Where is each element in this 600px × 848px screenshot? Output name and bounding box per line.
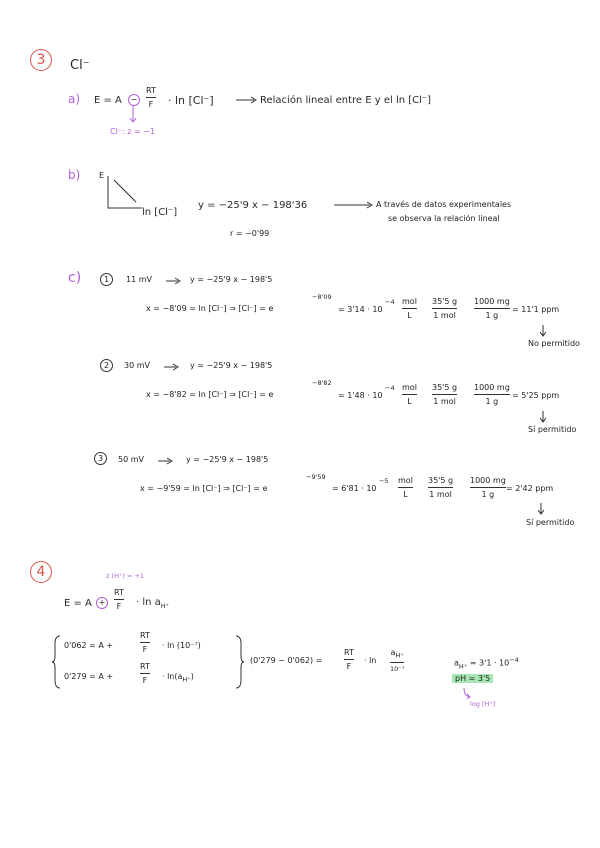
case-3-exponent: −9'59: [306, 473, 326, 481]
arrow-down-icon: [540, 411, 546, 424]
arrow-right-icon: [334, 201, 374, 209]
right-brace: [234, 634, 244, 690]
case-3-verdict: Sí permitido: [526, 518, 575, 527]
arrow-right-icon: [158, 457, 174, 465]
sign-circle: −: [128, 94, 140, 106]
difference-left: (0'279 − 0'062) =: [250, 656, 323, 665]
case-2-frac-mol-l: mol L: [402, 383, 417, 406]
q4-eq-left: E = A: [64, 598, 92, 609]
case-1-value-exp: −4: [385, 298, 395, 306]
rt-over-f-fraction: RT F: [140, 631, 150, 654]
case-3-frac-mg-g: 1000 mg 1 g: [470, 476, 506, 499]
ph-result: pH = 3'5: [452, 674, 493, 683]
case-1-number: 1: [100, 273, 113, 286]
case-1-calc: x = −8'09 = ln [Cl⁻] ⇒ [Cl⁻] = e: [146, 304, 274, 313]
rt-over-f-fraction: RT F: [114, 588, 124, 611]
arrow-down-icon: [540, 325, 546, 338]
arrow-down-icon: [538, 503, 544, 516]
q4-eq-right: · $\ln a_{H^+}$: [136, 597, 170, 610]
part-b-comment-2: se observa la relación lineal: [388, 214, 500, 223]
case-3-number: 3: [94, 452, 107, 465]
sketch-graph: [104, 172, 144, 214]
case-3-frac-molar-mass: 35'5 g 1 mol: [428, 476, 454, 499]
case-3-frac-mol-l: mol L: [398, 476, 413, 499]
case-1-frac-mg-g: 1000 mg 1 g: [474, 297, 510, 320]
activity-result: $a_{H^+} = 3'1 \cdot 10^{-4}$: [454, 656, 519, 671]
case-2-frac-molar-mass: 35'5 g 1 mol: [432, 383, 458, 406]
part-b-label: b): [68, 168, 81, 182]
case-2-exponent: −8'82: [312, 379, 332, 387]
part-b-comment-1: A través de datos experimentales: [376, 200, 512, 209]
case-3-fit: y = −25'9 x − 198'5: [186, 455, 269, 464]
part-a-eq-right: · ln [Cl⁻]: [168, 94, 214, 107]
case-1-frac-mol-l: mol L: [402, 297, 417, 320]
case-1-verdict: No permitido: [528, 339, 580, 348]
linear-fit: y = −25'9 x − 198'36: [198, 200, 308, 211]
activity-ratio-fraction: $a_{H^+}$ 10⁻⁷: [390, 648, 405, 673]
question-3-title: Cl⁻: [70, 58, 90, 73]
difference-ln: · ln: [364, 656, 377, 665]
part-a-label: a): [68, 92, 81, 106]
case-3-result: = 2'42 ppm: [506, 484, 554, 493]
case-2-result: = 5'25 ppm: [512, 391, 560, 400]
sign-circle: +: [96, 597, 108, 609]
case-2-calc: x = −8'82 = ln [Cl⁻] ⇒ [Cl⁻] = e: [146, 390, 274, 399]
case-3-value-exp: −5: [379, 477, 389, 485]
case-2-value: = 1'48 · 10: [338, 391, 383, 400]
charge-note: Cl⁻: z = −1: [110, 127, 156, 136]
case-1-frac-molar-mass: 35'5 g 1 mol: [432, 297, 458, 320]
axis-x-label: ln [Cl⁻]: [142, 207, 178, 218]
case-2-value-exp: −4: [385, 384, 395, 392]
case-3-calc: x = −9'59 = ln [Cl⁻] ⇒ [Cl⁻] = e: [140, 484, 268, 493]
case-3-value: = 6'81 · 10: [332, 484, 377, 493]
case-2-fit: y = −25'9 x − 198'5: [190, 361, 273, 370]
h-charge-note: z (H⁺) = +1: [106, 572, 145, 580]
correlation-r: r = −0'99: [230, 229, 270, 238]
part-c-label: c): [68, 270, 82, 286]
left-brace: [52, 634, 62, 690]
case-2-number: 2: [100, 359, 113, 372]
arrow-right-icon: [166, 277, 182, 285]
system-eq-1-right: · ln (10⁻⁷): [162, 641, 201, 650]
rt-over-f-fraction: RT F: [344, 648, 354, 671]
case-1-value: = 3'14 · 10: [338, 305, 383, 314]
case-1-mv: 11 mV: [126, 275, 152, 284]
axis-y-label: E: [99, 171, 105, 180]
question-number-4: 4: [30, 561, 52, 583]
case-1-fit: y = −25'9 x − 198'5: [190, 275, 273, 284]
rt-over-f-fraction: RT F: [140, 662, 150, 685]
system-eq-2-left: 0'279 = A +: [64, 672, 114, 681]
arrow-down-icon: [462, 688, 472, 700]
ph-note: log [H⁺]: [470, 700, 496, 708]
part-a-eq-left: E = A: [94, 95, 122, 106]
rt-over-f-fraction: RT F: [146, 86, 156, 109]
case-3-mv: 50 mV: [118, 455, 144, 464]
case-1-exponent: −8'09: [312, 293, 332, 301]
case-2-verdict: Sí permitido: [528, 425, 577, 434]
arrow-right-icon: [236, 96, 258, 104]
case-2-frac-mg-g: 1000 mg 1 g: [474, 383, 510, 406]
arrow-down-icon: [130, 106, 136, 124]
question-number-3: 3: [30, 49, 52, 71]
system-eq-2-right: · $\ln(a_{H^+})$: [162, 672, 194, 684]
case-1-result: = 11'1 ppm: [512, 305, 560, 314]
system-eq-1-left: 0'062 = A +: [64, 641, 114, 650]
case-2-mv: 30 mV: [124, 361, 150, 370]
arrow-right-icon: [164, 363, 180, 371]
part-a-comment: Relación lineal entre E y el ln [Cl⁻]: [260, 95, 432, 106]
